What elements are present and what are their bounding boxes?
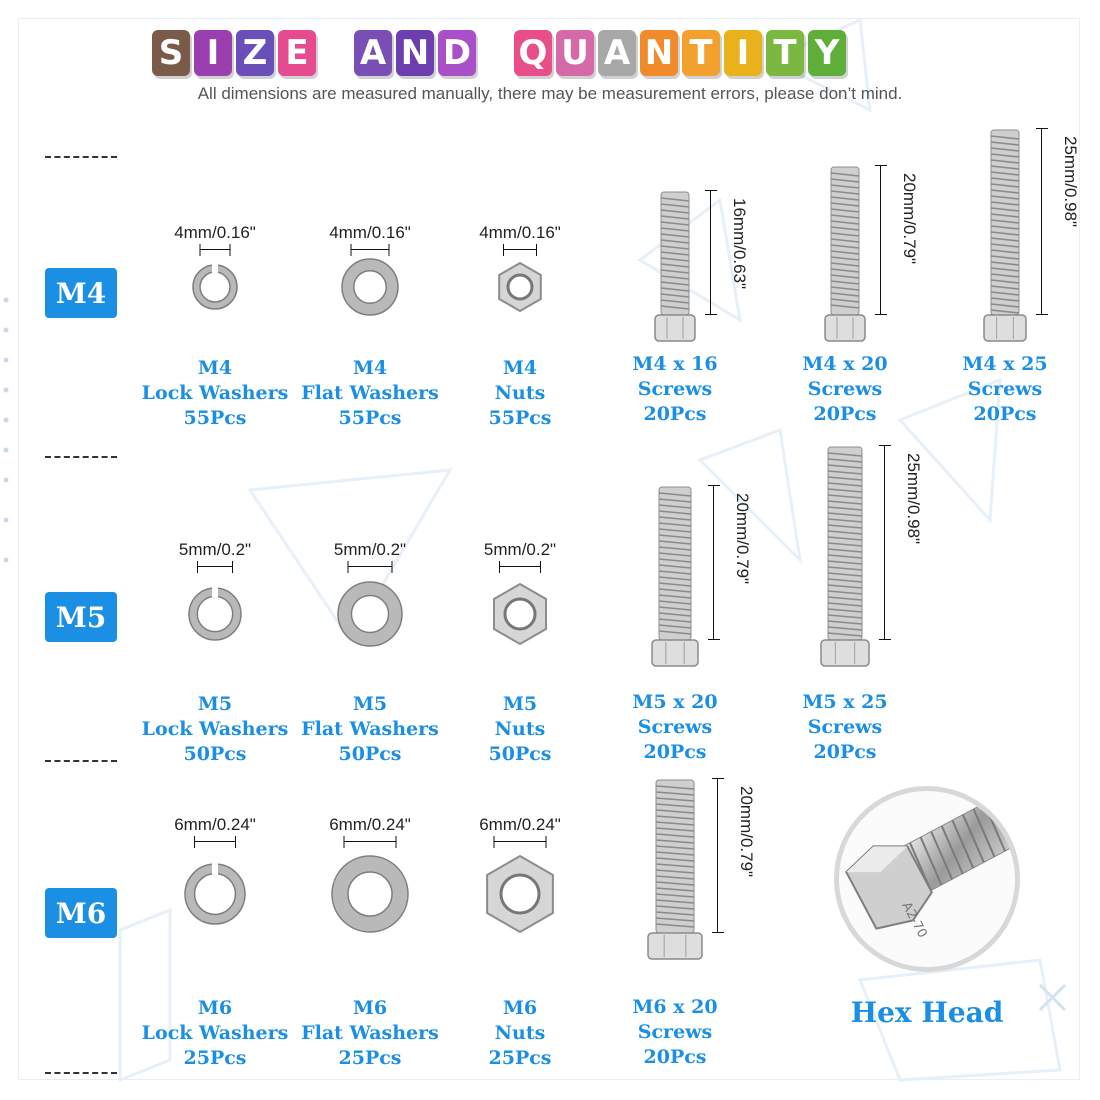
title-letter-tile: T [682,30,720,76]
size-badge-m4: M4 [45,268,117,318]
length-label: 20mm/0.79" [733,493,752,585]
diameter-marker [499,561,541,573]
measurement-disclaimer: All dimensions are measured manually, there may be measurement errors, please don’t mind. [197,84,903,103]
part-label-line: 20Pcs [643,403,707,425]
part-label-line: M4 [502,357,538,379]
diameter-label: 4mm/0.16" [329,223,411,242]
part-label-line: 55Pcs [488,407,552,429]
diameter-marker [344,836,397,848]
length-label: 25mm/0.98" [904,453,923,545]
flat-washer-illustration [333,577,407,651]
diameter-marker [200,244,231,256]
part-label-line: 55Pcs [338,407,402,429]
size-badge-m5: M5 [45,592,117,642]
title-letter-tile: Q [514,30,552,76]
length-label: 25mm/0.98" [1061,136,1080,228]
length-marker [712,778,724,933]
part-label-line: Nuts [494,382,546,404]
part-label [632,995,717,1070]
hex-screw-illustration [647,485,703,670]
part-label-line: 50Pcs [183,743,247,765]
length-label: 16mm/0.63" [730,198,749,290]
row-separator [45,456,117,458]
title-letter-tile: Y [808,30,846,76]
size-badge-m6: M6 [45,888,117,938]
row-separator [45,760,117,762]
part-label-line: 20Pcs [813,403,877,425]
part-label-line: 25Pcs [488,1047,552,1069]
part-label-line: M5 x 25 [802,691,888,713]
part-label [142,996,289,1071]
part-label [802,690,887,765]
part-label [301,996,439,1071]
part-label-line: 20Pcs [643,741,707,763]
part-label [142,692,289,767]
length-marker [708,485,720,640]
part-label-line: M6 [197,997,233,1019]
hex-nut-illustration [477,851,563,937]
part-label-line: 55Pcs [183,407,247,429]
diameter-label: 6mm/0.24" [479,815,561,834]
length-marker [879,445,891,640]
part-label-line: Flat Washers [301,718,439,740]
hex-screw-illustration [816,445,874,670]
part-label-line: Screws [637,1021,713,1043]
part-label-line: M4 [197,357,233,379]
hex-screw-illustration [650,190,700,345]
hex-head-bolt-illustration [839,791,1015,967]
hex-screw-illustration [643,778,707,963]
part-label-line: M5 [352,693,388,715]
diameter-label: 5mm/0.2" [178,540,252,559]
length-marker [1036,128,1048,315]
title-letter-tile: N [396,30,434,76]
title-letter-tile: S [152,30,190,76]
title-letter-tile: I [194,30,232,76]
flat-washer-illustration [327,851,413,937]
length-label: 20mm/0.79" [900,173,919,265]
part-label-line: M5 x 20 [632,691,718,713]
part-label-line: M6 [352,997,388,1019]
part-label-line: M4 x 16 [632,353,718,375]
hex-head-closeup [834,786,1020,972]
lock-washer-illustration [180,859,250,929]
diameter-marker [197,561,233,573]
title-letter-tile: N [640,30,678,76]
part-label-line: M6 x 20 [632,996,718,1018]
size-and-quantity-title [152,28,850,78]
part-label-line: M6 [502,997,538,1019]
title-letter-tile: T [766,30,804,76]
row-separator [45,156,117,158]
row-separator [45,1072,117,1074]
part-label [962,352,1047,427]
part-label-line: M5 [502,693,538,715]
part-label [489,996,552,1071]
part-label [301,692,439,767]
diameter-label: 6mm/0.24" [174,815,256,834]
part-label-line: Lock Washers [141,1022,289,1044]
part-label-line: 50Pcs [338,743,402,765]
part-label-line: Nuts [494,718,546,740]
part-label-line: Screws [807,716,883,738]
diameter-label: 5mm/0.2" [333,540,407,559]
part-label [632,690,717,765]
hex-nut-illustration [491,258,549,316]
part-label [802,352,887,427]
part-label-line: Screws [807,378,883,400]
part-label [489,356,552,431]
part-label-line: 20Pcs [813,741,877,763]
part-label-line: Lock Washers [141,382,289,404]
title-letter-tile: U [556,30,594,76]
title-letter-tile: A [598,30,636,76]
part-label-line: 25Pcs [338,1047,402,1069]
part-label-line: Flat Washers [301,382,439,404]
part-label-line: Screws [967,378,1043,400]
part-label-line: Lock Washers [141,718,289,740]
part-label-line: 50Pcs [488,743,552,765]
part-label [489,692,552,767]
part-label-line: Nuts [494,1022,546,1044]
diameter-marker [494,836,547,848]
part-label-line: 20Pcs [643,1046,707,1068]
part-label-line: 25Pcs [183,1047,247,1069]
part-label-line: Screws [637,716,713,738]
diameter-marker [194,836,236,848]
title-letter-tile: Z [236,30,274,76]
diameter-label: 5mm/0.2" [483,540,557,559]
length-marker [705,190,717,315]
part-label-line: Screws [637,378,713,400]
diameter-label: 4mm/0.16" [174,223,256,242]
flat-washer-illustration [337,254,403,320]
hex-nut-illustration [485,579,555,649]
diameter-marker [503,244,537,256]
part-label-line: M5 [197,693,233,715]
lock-washer-illustration [188,260,242,314]
diameter-label: 4mm/0.16" [479,223,561,242]
part-label [301,356,439,431]
part-label [142,356,289,431]
hex-screw-illustration [820,165,870,345]
diameter-label: 6mm/0.24" [329,815,411,834]
part-label-line: M4 [352,357,388,379]
part-label-line: 20Pcs [973,403,1037,425]
title-letter-tile: D [438,30,476,76]
hex-head-stamp: A2-70 [898,899,930,941]
part-label-line: M4 x 20 [802,353,888,375]
length-marker [875,165,887,315]
part-label-line: M4 x 25 [962,353,1048,375]
hex-head-label: Hex Head [850,996,1004,1029]
title-letter-tile: I [724,30,762,76]
title-letter-tile: A [354,30,392,76]
title-letter-tile: E [278,30,316,76]
lock-washer-illustration [184,583,246,645]
length-label: 20mm/0.79" [737,786,756,878]
diameter-marker [348,561,393,573]
part-label [632,352,717,427]
part-label-line: Flat Washers [301,1022,439,1044]
hex-screw-illustration [979,128,1031,345]
